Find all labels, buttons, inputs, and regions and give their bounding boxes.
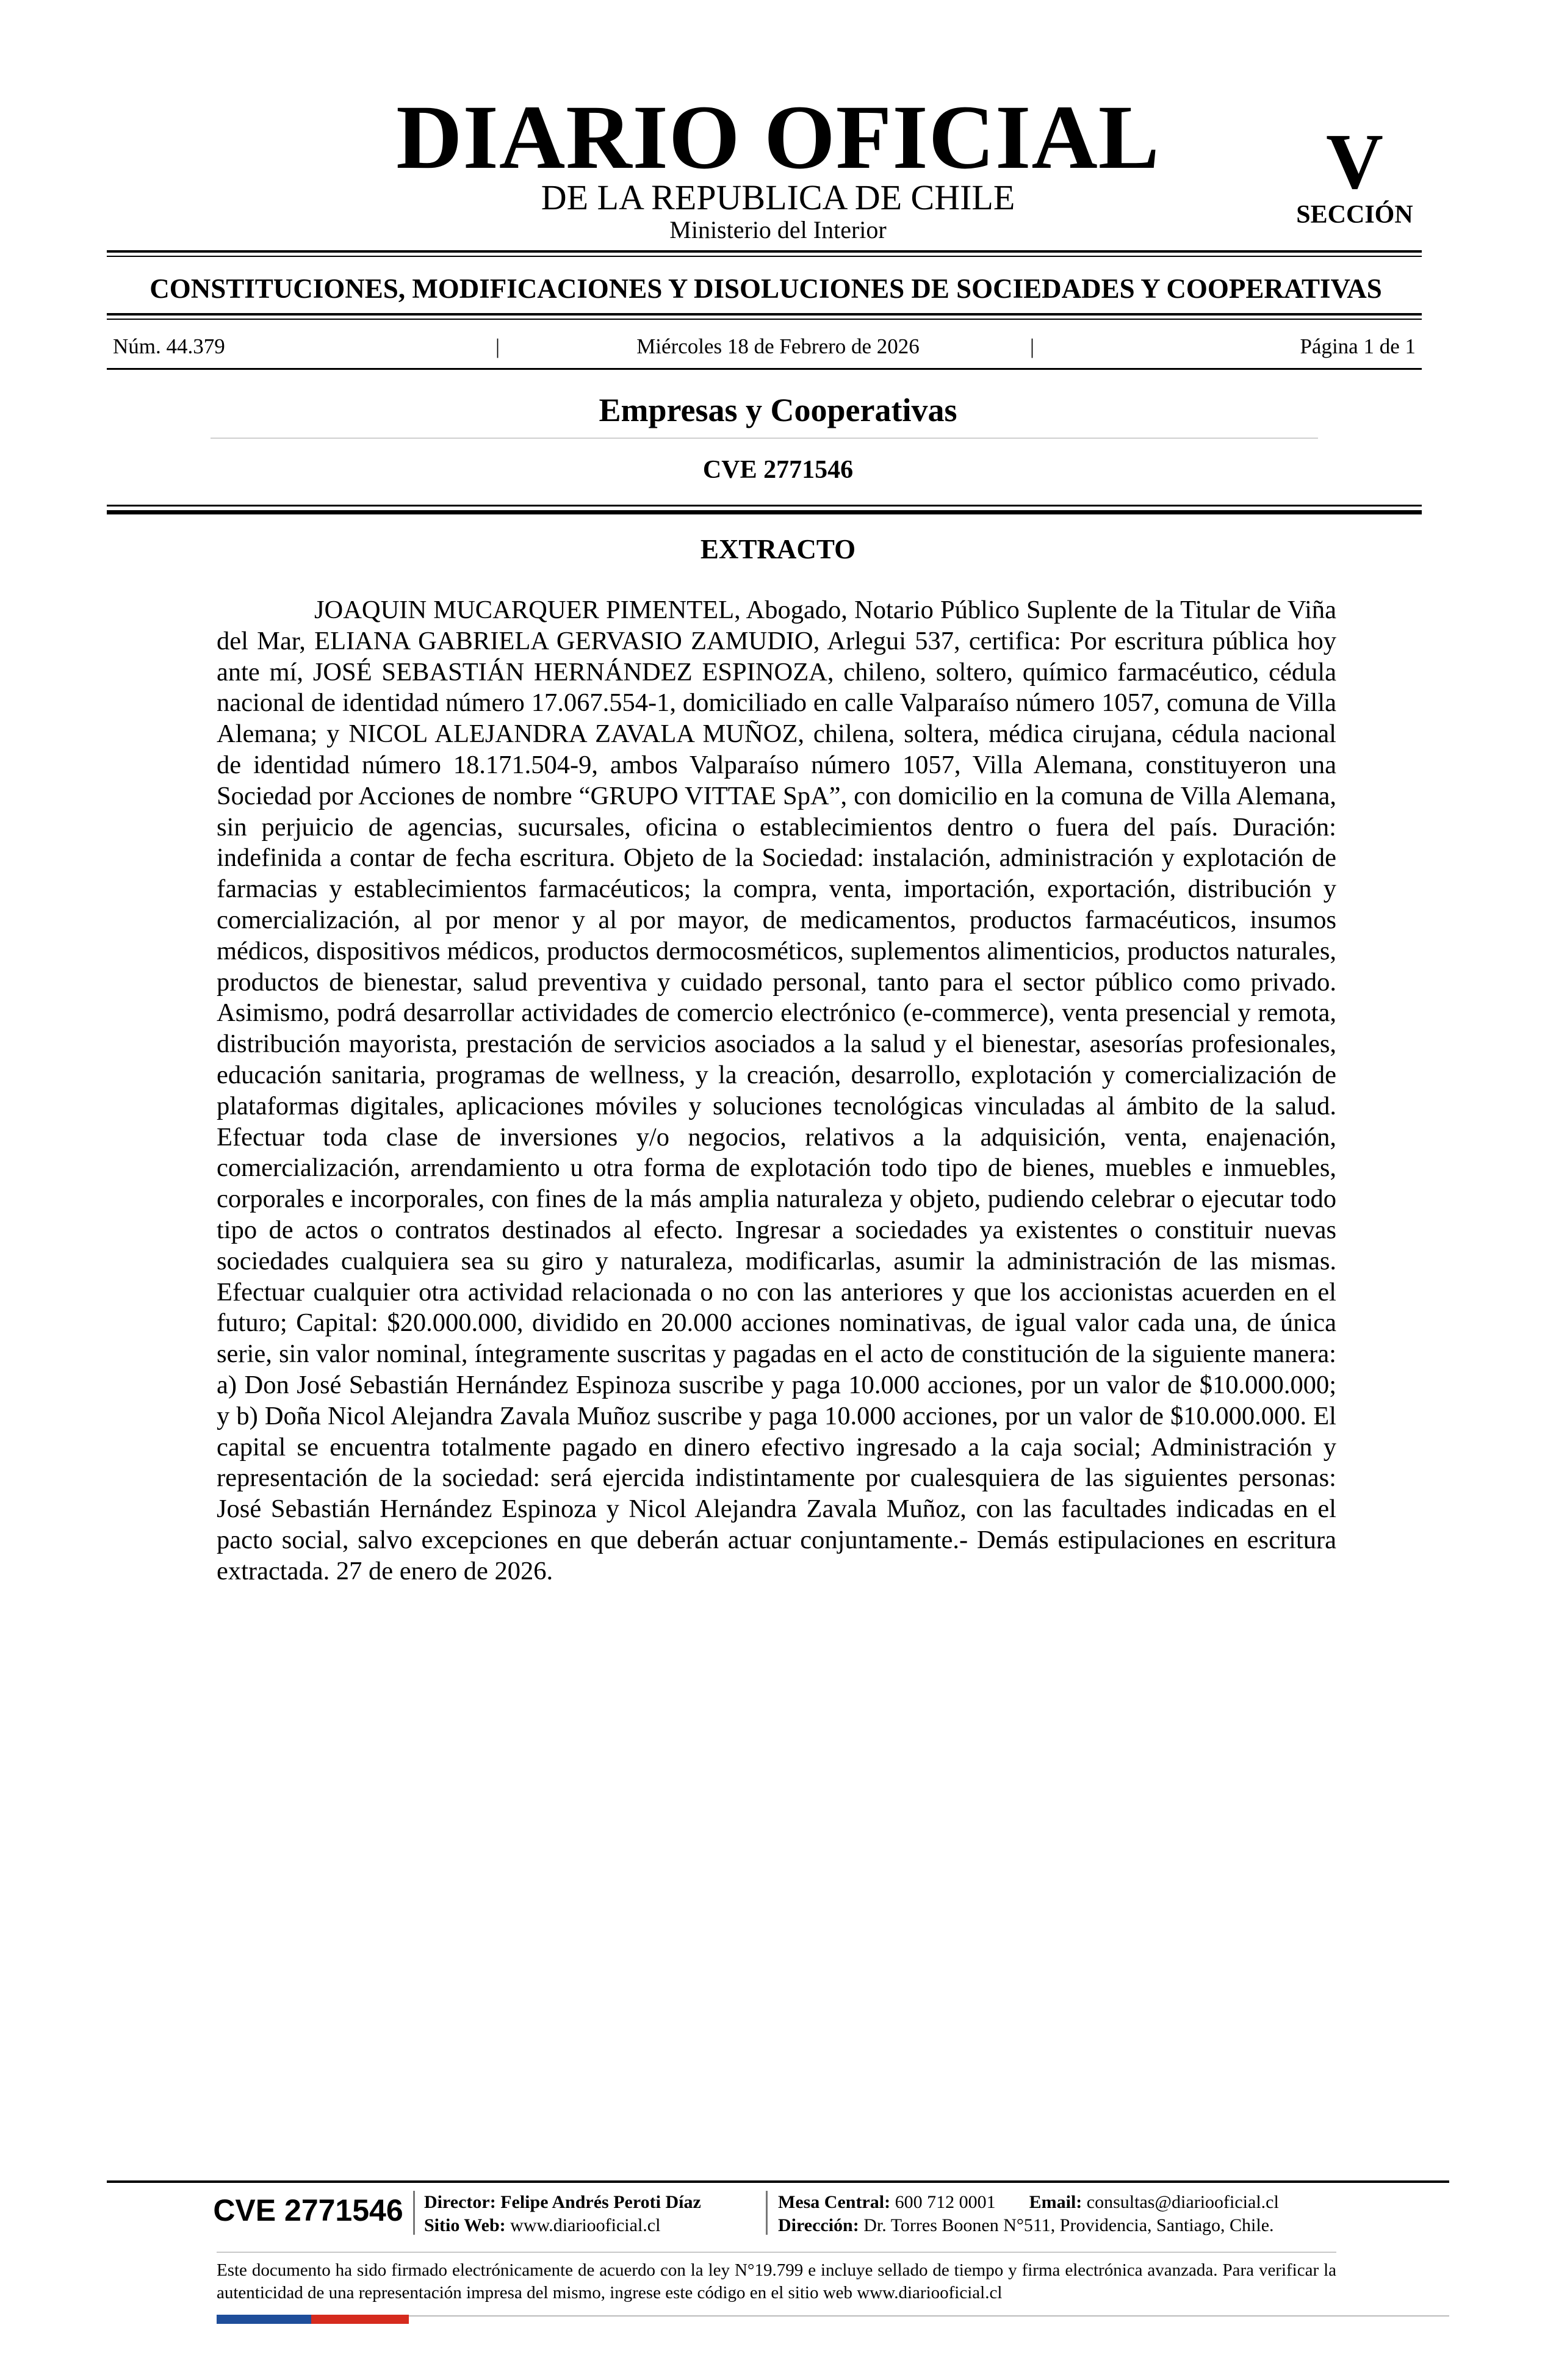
category-rule-thick [107,313,1422,316]
section-heading-rule [211,438,1318,439]
footer-rule [107,2180,1449,2183]
director-label: Director: [424,2192,496,2212]
director-value: Felipe Andrés Peroti Díaz [500,2192,701,2212]
phone-label: Mesa Central: [778,2192,891,2212]
document-title: EXTRACTO [700,534,856,564]
footer-address [778,2214,1274,2237]
issue-page: Página 1 de 1 [1300,334,1416,358]
flag-stripe-blue [217,2315,311,2324]
footer-divider [766,2191,768,2235]
issue-separator: | [1030,334,1035,358]
flag-stripe-red [311,2315,409,2324]
footer-website [424,2214,660,2237]
issue-rule [107,368,1422,370]
footer-divider [413,2191,415,2235]
footer-bottom-rule [409,2315,1449,2317]
section-heading: Empresas y Cooperativas [599,392,957,428]
email-label: Email: [1029,2192,1082,2212]
masthead-subtitle: DE LA REPUBLICA DE CHILE [541,178,1015,217]
section-letter: V [1326,118,1383,206]
website-link[interactable]: www.diariooficial.cl [510,2215,661,2235]
address-value: Dr. Torres Boonen N°511, Providencia, Santiago, Chile. [863,2215,1274,2235]
cve-rule-thin [107,505,1422,507]
footer-cve-code: CVE 2771546 [213,2193,403,2227]
footer-contact [778,2191,1279,2214]
footer-director [424,2191,701,2214]
category-heading: CONSTITUCIONES, MODIFICACIONES Y DISOLUCIONES DE SOCIEDADES Y COOPERATIVAS [149,273,1382,304]
header-rule-top-thick [107,250,1422,253]
issue-date: Miércoles 18 de Febrero de 2026 [636,334,920,358]
document-body: JOAQUIN MUCARQUER PIMENTEL, Abogado, Notario Público Suplente de la Titular de Viña del Mar, ELIANA GABRIELA GERVASIO ZAMUDIO, Arlegui 537, certifica: Por escritura pública hoy ante mí, JOSÉ SEBASTIÁN HERNÁNDEZ ESPINOZA, chileno, soltero, químico farmacéutico, cédula nacional de identidad número 17.067.554-1, domiciliado en calle Valparaíso número 1057, comuna de Villa Alemana; y NICOL ALEJANDRA ZAVALA MUÑOZ, chilena, soltera, médica cirujana, cédula nacional de identidad número 18.171.504-9, ambos Valparaíso número 1057, Villa Alemana, constituyeron una Sociedad por Acciones de nombre “GRUPO VITTAE SpA”, con domicilio en la comuna de Villa Alemana, sin perjuicio de agencias, sucursales, oficina o establecimientos dentro o fuera del país. Duración: indefinida a contar de fecha escritura. Objeto de la Sociedad: instalación, administración y explotación de farmacias y establecimientos farmacéuticos; la compra, venta, importación, exportación, distribución y comercialización, al por menor y al por mayor, de medicamentos, productos farmacéuticos, insumos médicos, dispositivos médicos, productos dermocosméticos, suplementos alimenticios, productos naturales, productos de bienestar, salud preventiva y cuidado personal, tanto para el sector público como privado. Asimismo, podrá desarrollar actividades de comercio electrónico (e-commerce), venta presencial y remota, distribución mayorista, prestación de servicios asociados a la salud y el bienestar, asesorías profesionales, educación sanitaria, programas de wellness, y la creación, desarrollo, explotación y comercialización de plataformas digitales, aplicaciones móviles y soluciones tecnológicas vinculadas al ámbito de la salud. Efectuar toda clase de inversiones y/o negocios, relativos a la adquisición, venta, enajenación, comercialización, arrendamiento u otra forma de explotación todo tipo de bienes, muebles e inmuebles, corporales e incorporales, con fines de la más amplia naturaleza y objeto, pudiendo celebrar o ejecutar todo tipo de actos o contratos destinados al efecto. Ingresar a sociedades ya existentes o constituir nuevas sociedades cualquiera sea su giro y naturaleza, modificarlas, asumir la administración de las mismas. Efectuar cualquier otra actividad relacionada o no con las anteriores y que los accionistas acuerden en el futuro; Capital: $20.000.000, dividido en 20.000 acciones nominativas, de igual valor cada una, de única serie, sin valor nominal, íntegramente suscritas y pagadas en el acto de constitución de la siguiente manera: a) Don José Sebastián Hernández Espinoza suscribe y paga 10.000 acciones, por un valor de $10.000.000; y b) Doña Nicol Alejandra Zavala Muñoz suscribe y paga 10.000 acciones, por un valor de $10.000.000. El capital se encuentra totalmente pagado en dinero efectivo ingresado a la caja social; Administración y representación de la sociedad: será ejercida indistintamente por cualesquiera de las siguientes personas: José Sebastián Hernández Espinoza y Nicol Alejandra Zavala Muñoz, con las facultades indicadas en el pacto social, salvo excepciones en que deberán actuar conjuntamente.- Demás estipulaciones en escritura extractada. 27 de enero de 2026. [217,596,1336,1585]
footer-legal-note: Este documento ha sido firmado electrónicamente de acuerdo con la ley N°19.799 e incluye sellado de tiempo y firma electrónica avanzada. Para verificar la autenticidad de una representación impresa del mismo, ingrese este código en el sitio web www.diariooficial.cl [217,2260,1336,2302]
address-label: Dirección: [778,2215,859,2235]
cve-code: CVE 2771546 [702,456,854,484]
issue-separator: | [495,334,500,358]
email-link[interactable]: consultas@diariooficial.cl [1086,2192,1279,2212]
masthead-title: DIARIO OFICIAL [396,87,1160,188]
section-word: SECCIÓN [1296,201,1413,229]
website-label: Sitio Web: [424,2215,506,2235]
cve-rule-thick [107,510,1422,514]
issue-number: Núm. 44.379 [113,334,225,358]
category-rule-thin [107,319,1422,320]
masthead-ministry: Ministerio del Interior [669,216,887,243]
phone-value: 600 712 0001 [895,2192,996,2212]
header-rule-top-thin [107,256,1422,257]
